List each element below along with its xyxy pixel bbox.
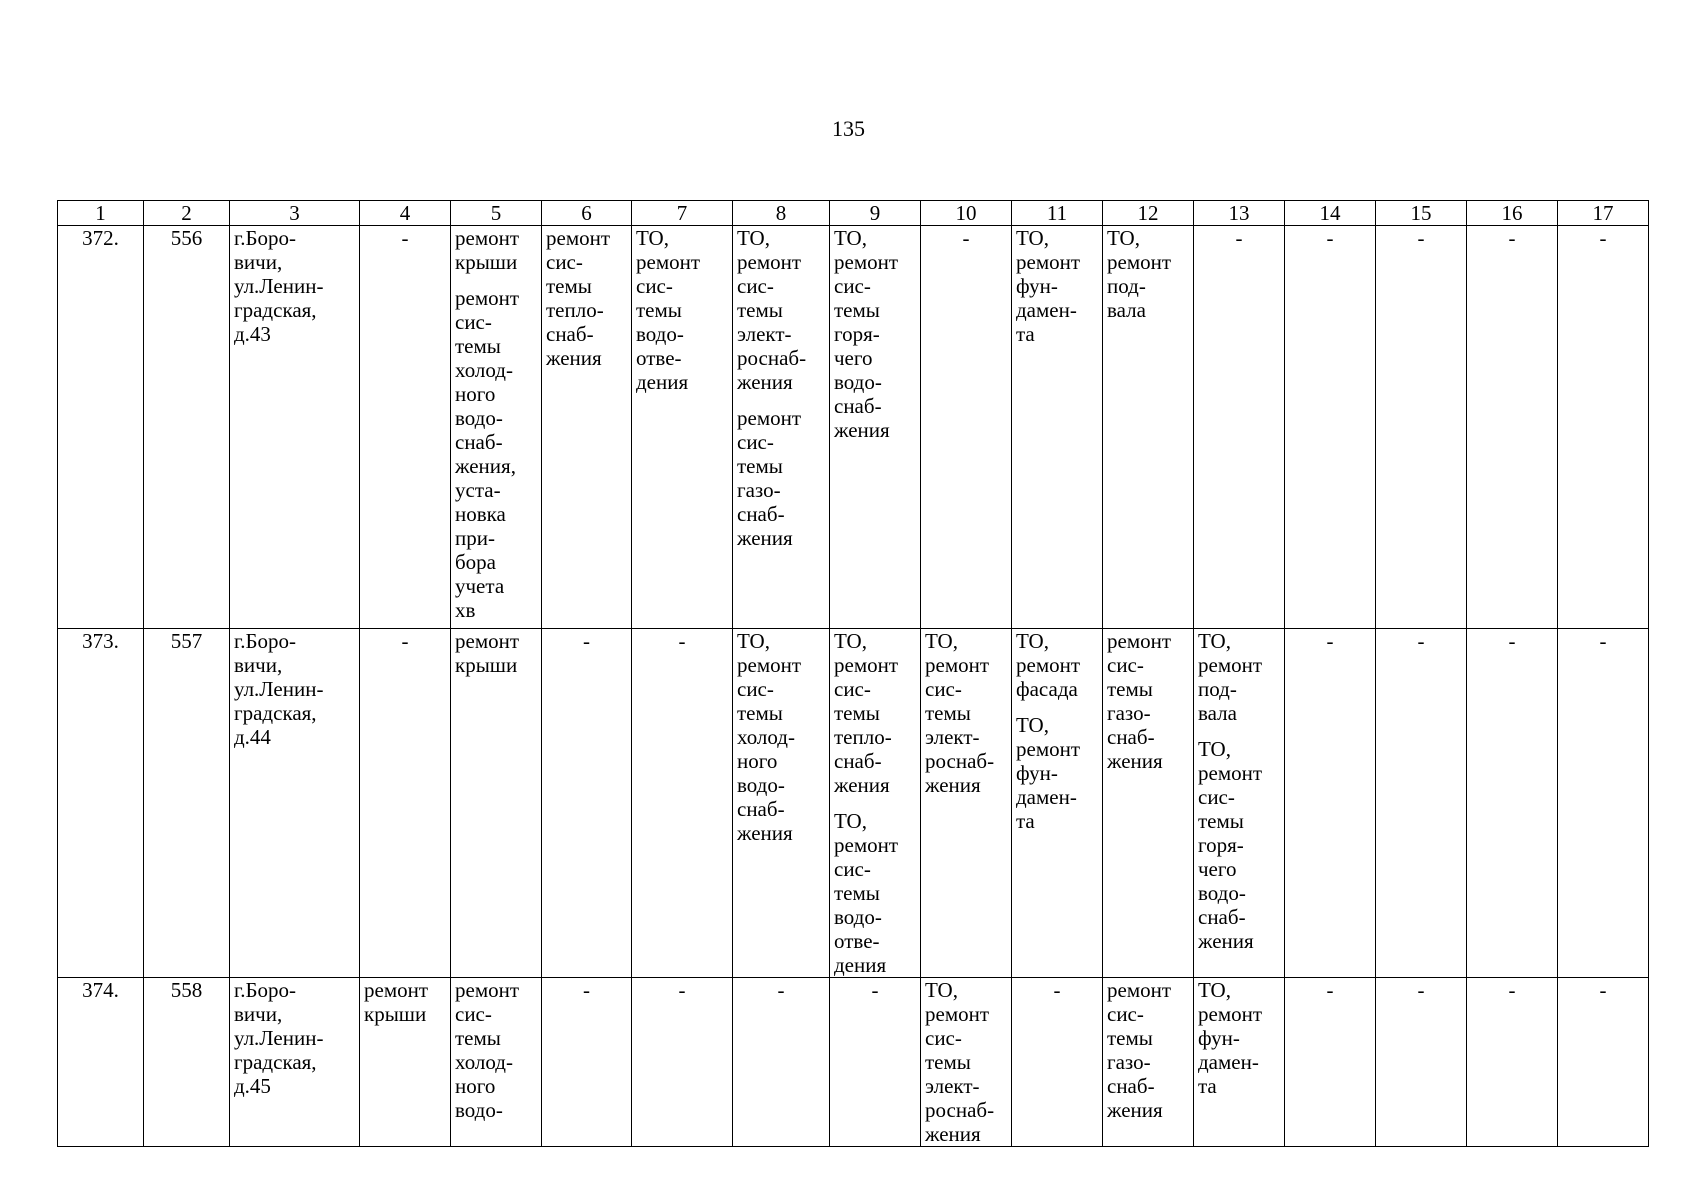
- cell-line: сис-: [737, 677, 774, 701]
- table-cell: -: [1558, 629, 1649, 978]
- table-cell: [733, 226, 830, 629]
- cell-line: ТО,: [834, 226, 867, 250]
- cell-line: сис-: [636, 274, 673, 298]
- cell-line: снаб-: [737, 797, 785, 821]
- cell-line: тепло-: [834, 725, 892, 749]
- column-number-row: [58, 201, 1649, 226]
- cell-line: г.Боро-: [234, 226, 297, 250]
- column-number: 14: [1285, 201, 1376, 226]
- cell-line: роснаб-: [925, 749, 995, 773]
- table-cell: [830, 226, 921, 629]
- table-cell: -: [1285, 226, 1376, 629]
- cell-line: темы: [834, 701, 880, 725]
- cell-line: сис-: [925, 1026, 962, 1050]
- table-cell: [451, 629, 542, 978]
- cell-line: сис-: [455, 1002, 492, 1026]
- repair-schedule-table: [57, 200, 1649, 1147]
- cell-line: дамен-: [1016, 298, 1077, 322]
- cell-line: темы: [834, 881, 880, 905]
- cell-line: градская,: [234, 298, 317, 322]
- cell-line: д.45: [234, 1074, 271, 1098]
- column-number: 10: [921, 201, 1012, 226]
- cell-line: темы: [925, 1050, 971, 1074]
- cell-line: жения: [834, 418, 890, 442]
- cell-line: жения: [925, 1122, 981, 1146]
- table-row: [58, 978, 1649, 1147]
- column-number: 12: [1103, 201, 1194, 226]
- table-cell: -: [1558, 978, 1649, 1147]
- cell-line: сис-: [834, 677, 871, 701]
- row-number: 373.: [58, 629, 144, 978]
- table-cell: -: [1012, 978, 1103, 1147]
- cell-line: жения: [546, 346, 602, 370]
- cell-line: снаб-: [455, 430, 503, 454]
- cell-line: та: [1198, 1074, 1217, 1098]
- table-cell: -: [1558, 226, 1649, 629]
- cell-line: ремонт: [1016, 653, 1081, 677]
- cell-line: вала: [1198, 701, 1237, 725]
- cell-line: жения: [925, 773, 981, 797]
- cell-line: новка: [455, 502, 506, 526]
- cell-line: ТО,: [737, 226, 770, 250]
- cell-line: ного: [737, 749, 778, 773]
- cell-line: крыши: [455, 250, 518, 274]
- cell-line: ТО,: [1016, 713, 1049, 737]
- cell-line: ремонт: [1107, 250, 1172, 274]
- column-number: 11: [1012, 201, 1103, 226]
- cell-line: снаб-: [1107, 725, 1155, 749]
- cell-line: при-: [455, 526, 495, 550]
- cell-line: ремонт: [364, 978, 429, 1002]
- cell-line: ремонт: [737, 406, 802, 430]
- cell-line: ТО,: [636, 226, 669, 250]
- cell-line: снаб-: [834, 394, 882, 418]
- cell-line: д.43: [234, 322, 271, 346]
- object-number: 557: [144, 629, 230, 978]
- cell-line: водо-: [737, 773, 785, 797]
- cell-line: темы: [737, 454, 783, 478]
- table-cell: -: [830, 978, 921, 1147]
- cell-line: ТО,: [1198, 737, 1231, 761]
- cell-line: ремонт: [1107, 629, 1172, 653]
- column-number: 4: [360, 201, 451, 226]
- cell-line: под-: [1107, 274, 1146, 298]
- cell-line: водо-: [834, 905, 882, 929]
- cell-line: вичи,: [234, 1002, 283, 1026]
- cell-line: водо-: [455, 406, 503, 430]
- cell-line: отве-: [834, 929, 880, 953]
- cell-line: снаб-: [1107, 1074, 1155, 1098]
- cell-line: роснаб-: [925, 1098, 995, 1122]
- cell-line: элект-: [737, 322, 792, 346]
- cell-line: та: [1016, 322, 1035, 346]
- table-row: [58, 226, 1649, 629]
- table-cell: -: [632, 978, 733, 1147]
- table-cell: [451, 978, 542, 1147]
- table-cell: [1103, 226, 1194, 629]
- cell-line: ТО,: [1198, 629, 1231, 653]
- address-cell: [230, 226, 360, 629]
- address-cell: [230, 629, 360, 978]
- table-cell: -: [1467, 226, 1558, 629]
- object-number: 558: [144, 978, 230, 1147]
- cell-line: учета: [455, 574, 505, 598]
- cell-line: жения: [737, 370, 793, 394]
- table-cell: [451, 226, 542, 629]
- cell-line: ТО,: [1107, 226, 1140, 250]
- cell-line: темы: [737, 298, 783, 322]
- cell-line: ремонт: [737, 250, 802, 274]
- cell-line: темы: [455, 334, 501, 358]
- cell-line: темы: [1198, 809, 1244, 833]
- cell-line: жения: [834, 773, 890, 797]
- cell-line: г.Боро-: [234, 978, 297, 1002]
- cell-line: темы: [1107, 1026, 1153, 1050]
- table-cell: [921, 629, 1012, 978]
- cell-line: ТО,: [925, 978, 958, 1002]
- table-cell: [632, 226, 733, 629]
- cell-line: дения: [636, 370, 689, 394]
- cell-line: вичи,: [234, 653, 283, 677]
- column-number: 16: [1467, 201, 1558, 226]
- column-number: 9: [830, 201, 921, 226]
- cell-line: снаб-: [546, 322, 594, 346]
- cell-line: ремонт: [1016, 737, 1081, 761]
- cell-line: газо-: [1107, 701, 1151, 725]
- table-cell: [921, 978, 1012, 1147]
- cell-line: сис-: [925, 677, 962, 701]
- cell-line: крыши: [364, 1002, 427, 1026]
- cell-line: сис-: [834, 274, 871, 298]
- cell-line: сис-: [737, 274, 774, 298]
- cell-line: ТО,: [1016, 629, 1049, 653]
- cell-line: темы: [636, 298, 682, 322]
- cell-line: ремонт: [546, 226, 611, 250]
- object-number: 556: [144, 226, 230, 629]
- cell-line: жения: [1107, 749, 1163, 773]
- cell-line: ного: [455, 1074, 496, 1098]
- row-number: 372.: [58, 226, 144, 629]
- table-cell: -: [1467, 978, 1558, 1147]
- column-number: 8: [733, 201, 830, 226]
- cell-line: ТО,: [925, 629, 958, 653]
- address-cell: [230, 978, 360, 1147]
- cell-line: сис-: [1107, 653, 1144, 677]
- cell-line: ремонт: [1198, 761, 1263, 785]
- cell-line: водо-: [834, 370, 882, 394]
- table-cell: -: [1376, 629, 1467, 978]
- cell-line: д.44: [234, 725, 271, 749]
- column-number: 3: [230, 201, 360, 226]
- cell-line: чего: [834, 346, 873, 370]
- cell-line: водо-: [1198, 881, 1246, 905]
- cell-line: бора: [455, 550, 497, 574]
- cell-line: жения: [1107, 1098, 1163, 1122]
- cell-line: градская,: [234, 1050, 317, 1074]
- cell-line: дамен-: [1198, 1050, 1259, 1074]
- page-number: 135: [832, 116, 865, 141]
- cell-line: сис-: [1198, 785, 1235, 809]
- cell-line: элект-: [925, 1074, 980, 1098]
- cell-line: ремонт: [834, 653, 899, 677]
- column-number: 15: [1376, 201, 1467, 226]
- cell-line: градская,: [234, 701, 317, 725]
- table-cell: [1012, 629, 1103, 978]
- cell-line: сис-: [834, 857, 871, 881]
- cell-line: ремонт: [925, 653, 990, 677]
- cell-line: ТО,: [737, 629, 770, 653]
- cell-line: темы: [546, 274, 592, 298]
- cell-line: темы: [1107, 677, 1153, 701]
- table-cell: -: [1467, 629, 1558, 978]
- cell-line: горя-: [834, 322, 880, 346]
- cell-line: отве-: [636, 346, 682, 370]
- cell-line: жения,: [455, 454, 516, 478]
- cell-line: горя-: [1198, 833, 1244, 857]
- cell-line: дения: [834, 953, 887, 977]
- cell-line: ремонт: [455, 629, 520, 653]
- cell-line: ул.Ленин-: [234, 274, 324, 298]
- row-number: 374.: [58, 978, 144, 1147]
- cell-line: ул.Ленин-: [234, 1026, 324, 1050]
- cell-line: темы: [737, 701, 783, 725]
- cell-line: газо-: [737, 478, 781, 502]
- cell-line: темы: [455, 1026, 501, 1050]
- table-cell: [1103, 629, 1194, 978]
- column-number: 2: [144, 201, 230, 226]
- cell-line: ремонт: [737, 653, 802, 677]
- cell-line: дамен-: [1016, 785, 1077, 809]
- table-cell: [733, 629, 830, 978]
- cell-line: темы: [834, 298, 880, 322]
- cell-line: фун-: [1016, 274, 1058, 298]
- cell-line: ТО,: [834, 809, 867, 833]
- cell-line: тепло-: [546, 298, 604, 322]
- table-cell: -: [1285, 978, 1376, 1147]
- cell-line: ремонт: [455, 286, 520, 310]
- table-cell: [1194, 629, 1285, 978]
- column-number: 17: [1558, 201, 1649, 226]
- cell-line: водо-: [636, 322, 684, 346]
- cell-line: вала: [1107, 298, 1146, 322]
- table-cell: -: [632, 629, 733, 978]
- cell-line: ремонт: [1107, 978, 1172, 1002]
- cell-line: сис-: [455, 310, 492, 334]
- column-number: 6: [542, 201, 632, 226]
- cell-line: снаб-: [834, 749, 882, 773]
- cell-line: газо-: [1107, 1050, 1151, 1074]
- column-number: 13: [1194, 201, 1285, 226]
- column-number: 7: [632, 201, 733, 226]
- cell-line: ремонт: [834, 833, 899, 857]
- table-cell: -: [1285, 629, 1376, 978]
- cell-line: крыши: [455, 653, 518, 677]
- cell-line: сис-: [737, 430, 774, 454]
- cell-line: сис-: [546, 250, 583, 274]
- cell-line: ремонт: [1016, 250, 1081, 274]
- cell-line: вичи,: [234, 250, 283, 274]
- cell-line: г.Боро-: [234, 629, 297, 653]
- table-cell: [1194, 978, 1285, 1147]
- column-number: 1: [58, 201, 144, 226]
- cell-line: фун-: [1198, 1026, 1240, 1050]
- table-cell: -: [360, 629, 451, 978]
- column-number: 5: [451, 201, 542, 226]
- cell-line: ремонт: [1198, 653, 1263, 677]
- cell-line: водо-: [455, 1098, 503, 1122]
- cell-line: ТО,: [834, 629, 867, 653]
- cell-line: темы: [925, 701, 971, 725]
- cell-line: ремонт: [925, 1002, 990, 1026]
- cell-line: ремонт: [636, 250, 701, 274]
- cell-line: холод-: [455, 1050, 513, 1074]
- table-cell: -: [542, 978, 632, 1147]
- cell-line: ного: [455, 382, 496, 406]
- cell-line: уста-: [455, 478, 501, 502]
- table-cell: -: [921, 226, 1012, 629]
- cell-line: сис-: [1107, 1002, 1144, 1026]
- table-cell: -: [360, 226, 451, 629]
- cell-line: ремонт: [834, 250, 899, 274]
- table-cell: [1103, 978, 1194, 1147]
- cell-line: жения: [1198, 929, 1254, 953]
- cell-line: роснаб-: [737, 346, 807, 370]
- cell-line: фасада: [1016, 677, 1078, 701]
- cell-line: чего: [1198, 857, 1237, 881]
- cell-line: та: [1016, 809, 1035, 833]
- table-cell: -: [1376, 226, 1467, 629]
- cell-line: ТО,: [1198, 978, 1231, 1002]
- table-cell: -: [1194, 226, 1285, 629]
- table-cell: [830, 629, 921, 978]
- cell-line: снаб-: [1198, 905, 1246, 929]
- cell-line: ремонт: [455, 226, 520, 250]
- table-cell: [360, 978, 451, 1147]
- table-cell: -: [542, 629, 632, 978]
- cell-line: жения: [737, 526, 793, 550]
- cell-line: жения: [737, 821, 793, 845]
- cell-line: элект-: [925, 725, 980, 749]
- table-cell: -: [733, 978, 830, 1147]
- cell-line: фун-: [1016, 761, 1058, 785]
- cell-line: под-: [1198, 677, 1237, 701]
- cell-line: ремонт: [1198, 1002, 1263, 1026]
- table-cell: [542, 226, 632, 629]
- cell-line: ТО,: [1016, 226, 1049, 250]
- table-cell: [1012, 226, 1103, 629]
- cell-line: снаб-: [737, 502, 785, 526]
- cell-line: хв: [455, 598, 476, 622]
- table-cell: -: [1376, 978, 1467, 1147]
- cell-line: холод-: [737, 725, 795, 749]
- cell-line: ремонт: [455, 978, 520, 1002]
- table-row: [58, 629, 1649, 978]
- cell-line: ул.Ленин-: [234, 677, 324, 701]
- cell-line: холод-: [455, 358, 513, 382]
